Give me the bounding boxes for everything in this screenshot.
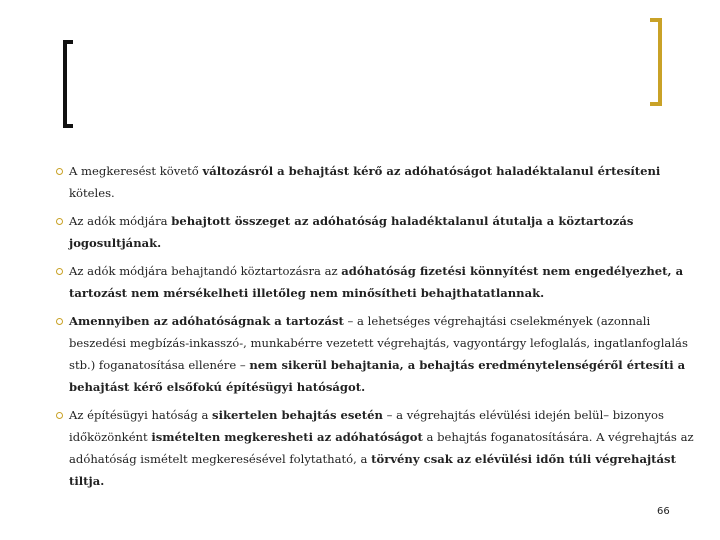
bullet-circle-icon — [56, 268, 63, 275]
text-segment: Az adók módjára — [69, 214, 172, 228]
text-segment-bold: behajtott összeget az adóhatóság haladéktalanul átutalja a köztartozás jogosultjának. — [69, 214, 634, 250]
text-segment-bold: nem sikerül behajtania, a behajtás eredménytelenségéről értesíti a behajtást kérő elsőfokú építésügyi hatóságot. — [69, 358, 686, 394]
text-segment: A megkeresést követő — [69, 164, 203, 178]
text-segment-bold: változásról a behajtást kérő az adóhatóságot haladéktalanul értesíteni — [202, 164, 661, 178]
list-item-text — [69, 314, 688, 394]
list-item — [56, 260, 696, 304]
bullet-circle-icon — [56, 318, 63, 325]
text-segment: köteles. — [69, 186, 115, 200]
text-segment: – a végrehajtás elévülési idején belül– bizonyos időközönként — [69, 408, 664, 444]
list-item-text — [69, 214, 633, 250]
list-item — [56, 210, 696, 254]
text-segment: Az adók módjára behajtandó köztartozásra az — [69, 264, 342, 278]
bullet-circle-icon — [56, 412, 63, 419]
right-bracket-decoration — [650, 18, 662, 106]
list-item-text — [69, 164, 660, 200]
text-segment-bold: adóhatóság fizetési könnyítést nem engedélyezhet, a tartozást nem mérsékelheti illetőleg nem minősítheti behajthatatlannak. — [69, 264, 684, 300]
list-item — [56, 160, 696, 204]
text-segment: a behajtás foganatosítására. A végrehajtás az adóhatóság ismételt megkeresésével folytatható, a — [69, 430, 694, 466]
bullet-circle-icon — [56, 168, 63, 175]
bullet-circle-icon — [56, 218, 63, 225]
list-item — [56, 310, 696, 398]
list-item — [56, 404, 696, 492]
page-number: 66 — [657, 506, 670, 517]
text-segment: Az építésügyi hatóság a — [69, 408, 213, 422]
left-bracket-decoration — [63, 40, 73, 128]
list-item-text — [69, 408, 694, 488]
text-segment: – a lehetséges végrehajtási cselekmények (azonnali beszedési megbízás-inkasszó-, munkabérre vezetett végrehajtás, vagyontárgy lefoglalás, ingatlanfoglalás stb.) foganatosítása ellenére – — [69, 314, 688, 372]
text-segment-bold: sikertelen behajtás esetén — [212, 408, 383, 422]
bullet-list — [56, 160, 696, 498]
text-segment-bold: Amennyiben az adóhatóságnak a tartozást — [69, 314, 344, 328]
text-segment-bold: ismételten megkeresheti az adóhatóságot — [151, 430, 423, 444]
text-segment-bold: törvény csak az elévülési időn túli végrehajtást tiltja. — [69, 452, 676, 488]
list-item-text — [69, 264, 683, 300]
